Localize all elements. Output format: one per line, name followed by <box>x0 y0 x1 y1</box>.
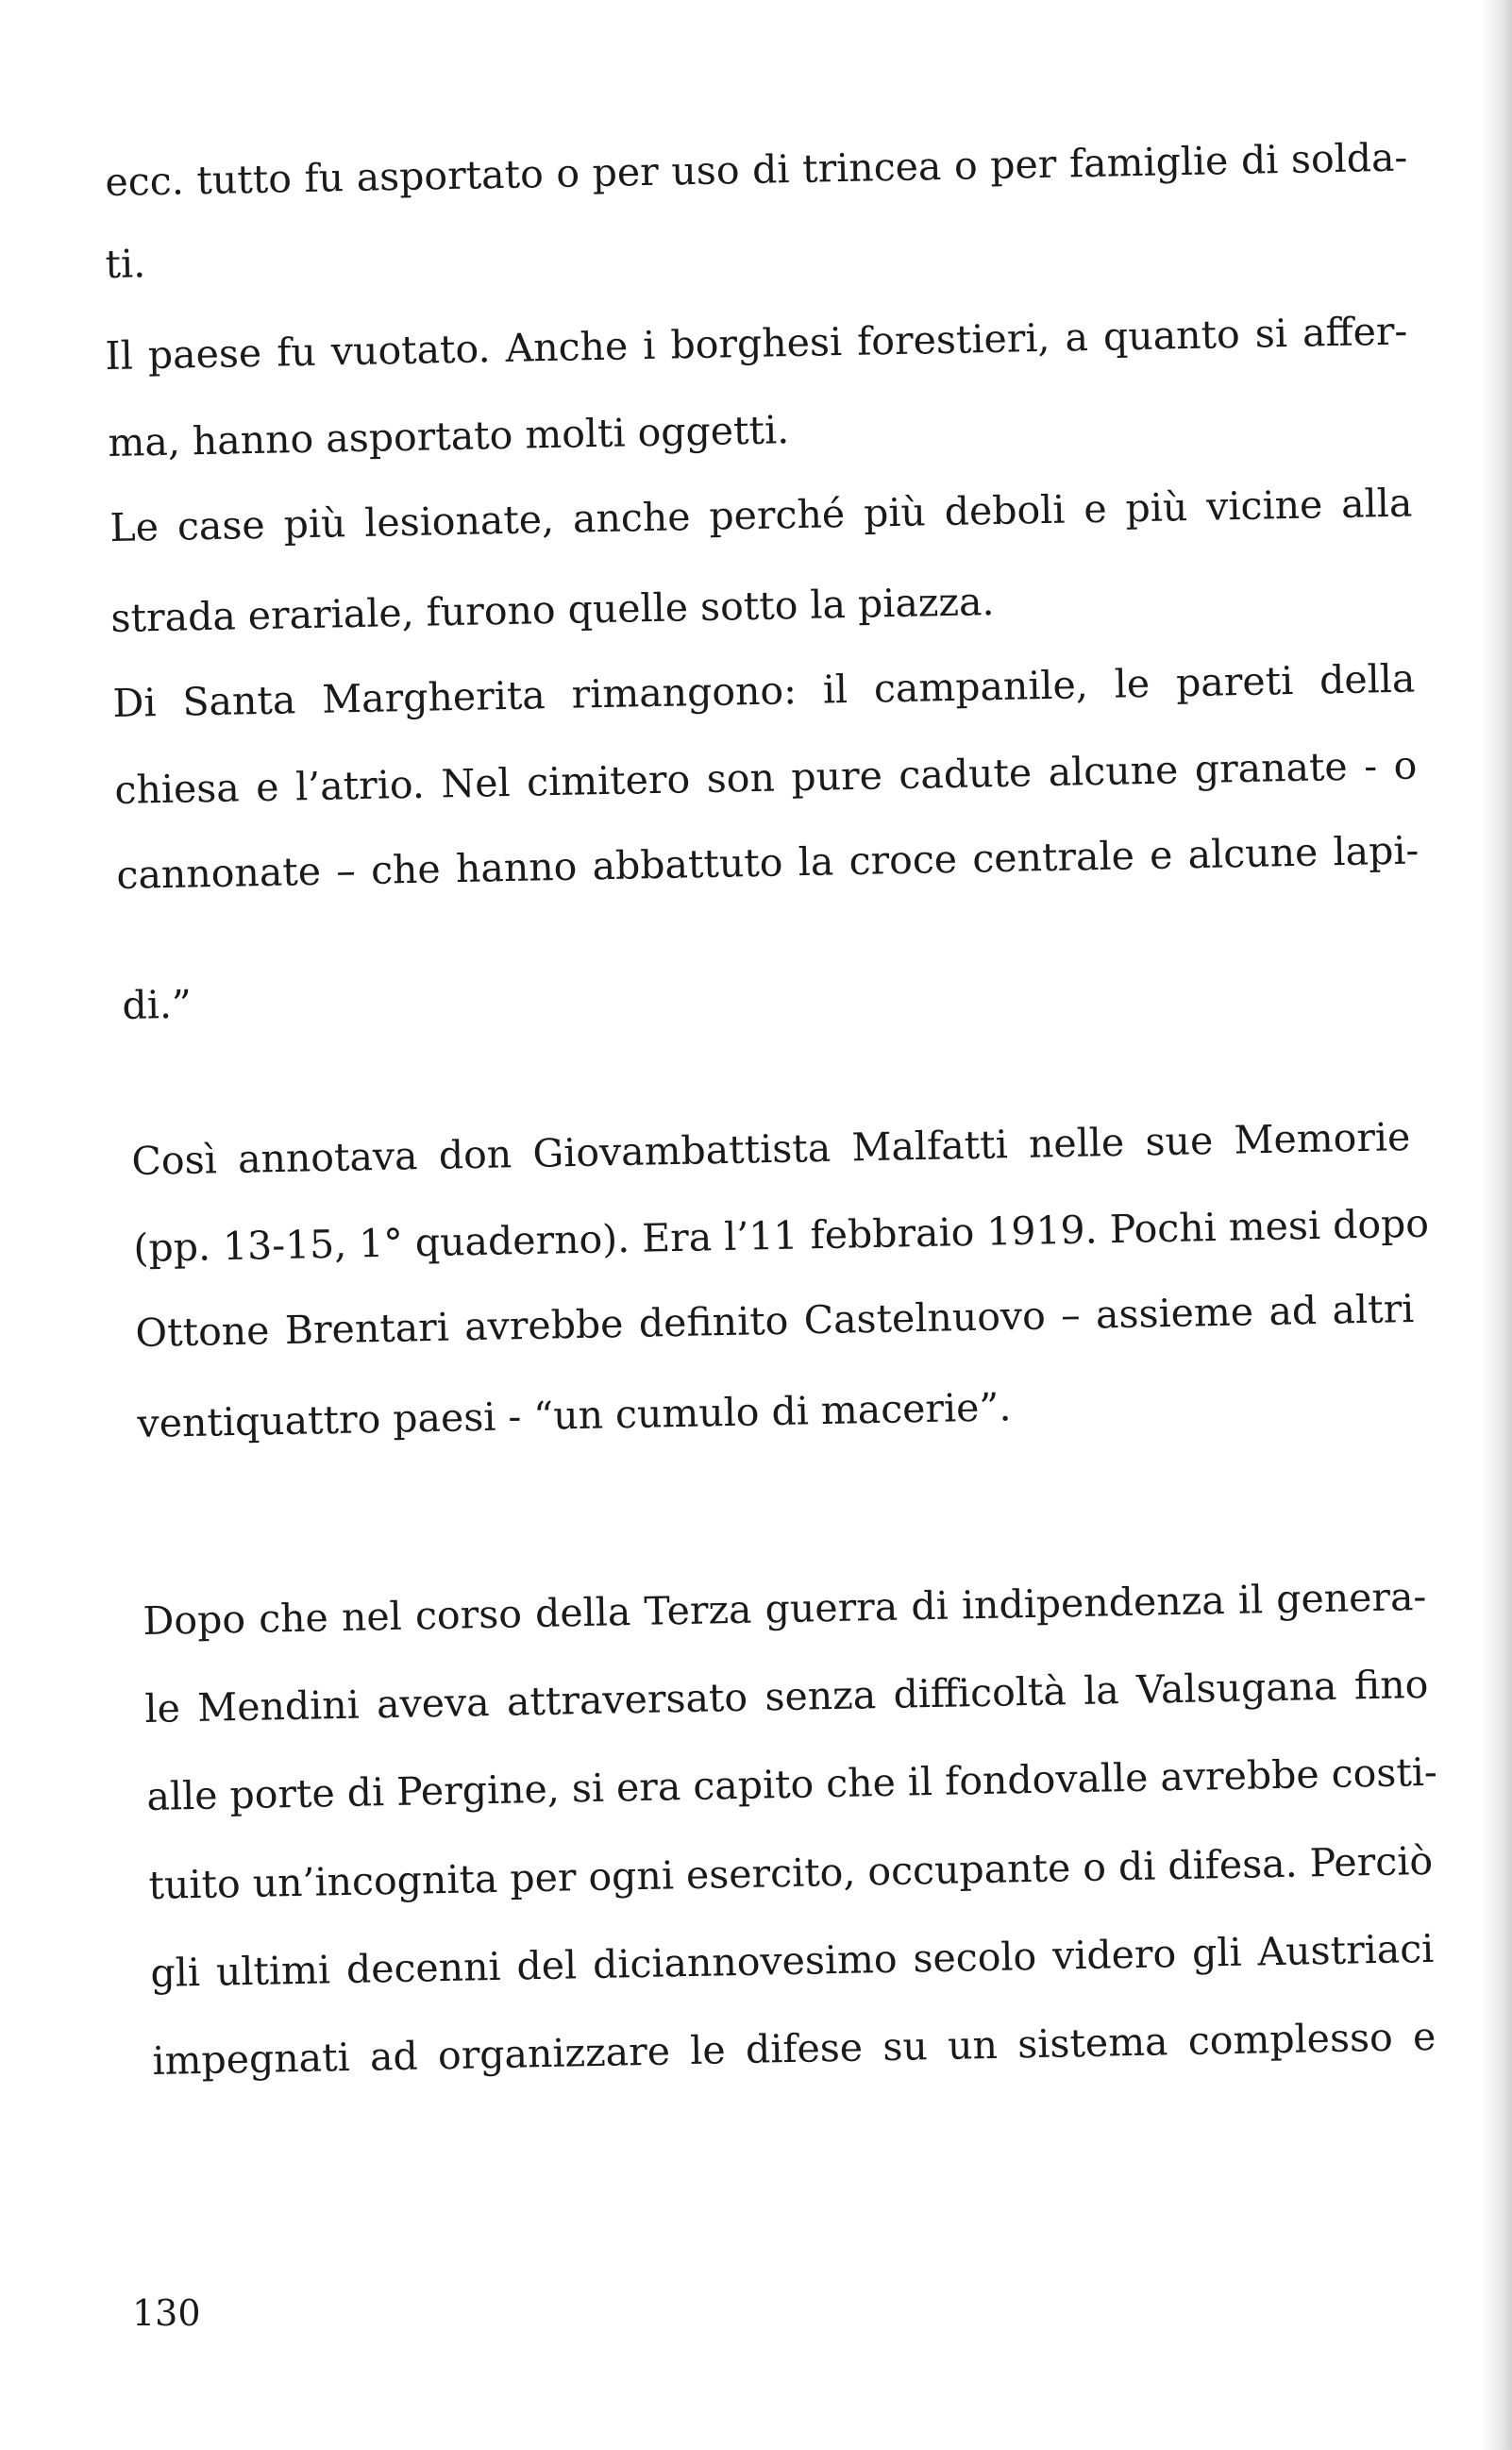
text-line: cannonate – che hanno abbattuto la croce centrale e alcune lapi- <box>116 827 1420 899</box>
text-line: Dopo che nel corso della Terza guerra di indipendenza il genera- <box>143 1573 1427 1645</box>
text-line: Le case più lesionate, anche perché più deboli e più vicine alla <box>109 480 1413 551</box>
page-number: 130 <box>132 2292 201 2334</box>
text-line: impegnati ad organizzare le difese su un sistema complesso e <box>152 2013 1436 2085</box>
text-line: ecc. tutto fu asportato o per uso di trincea o per famiglie di solda- <box>105 134 1408 206</box>
binding-shadow <box>1480 0 1512 2450</box>
text-line: tuito un’incognita per ogni esercito, occupante o di difesa. Perciò <box>148 1837 1434 1909</box>
text-line: alle porte di Pergine, si era capito che il fondovalle avrebbe costi- <box>146 1749 1438 1820</box>
text-line: (pp. 13-15, 1° quaderno). Era l’11 febbraio 1919. Pochi mesi dopo <box>133 1200 1430 1272</box>
text-line: ti. <box>105 241 146 288</box>
text-line: le Mendini aveva attraversato senza difficoltà la Valsugana fino <box>144 1661 1429 1732</box>
text-line: Di Santa Margherita rimangono: il campanile, le pareti della <box>112 655 1416 727</box>
text-line: gli ultimi decenni del diciannovesimo secolo videro gli Austriaci <box>150 1925 1435 1997</box>
text-line: Il paese fu vuotato. Anche i borghesi forestieri, a quanto si affer- <box>105 308 1408 380</box>
text-line: ventiquattro paesi - “un cumulo di macerie”. <box>137 1384 1012 1447</box>
text-line: ma, hanno asportato molti oggetti. <box>108 407 790 466</box>
text-line: Così annotava don Giovambattista Malfatti nelle sue Memorie <box>131 1113 1411 1185</box>
text-line: strada erariale, furono quelle sotto la piazza. <box>110 579 995 642</box>
text-line: Ottone Brentari avrebbe definito Castelnuovo – assieme ad altri <box>135 1285 1415 1357</box>
text-line: di.” <box>122 981 193 1029</box>
text-line: chiesa e l’atrio. Nel cimitero son pure cadute alcune granate - o <box>114 742 1418 814</box>
